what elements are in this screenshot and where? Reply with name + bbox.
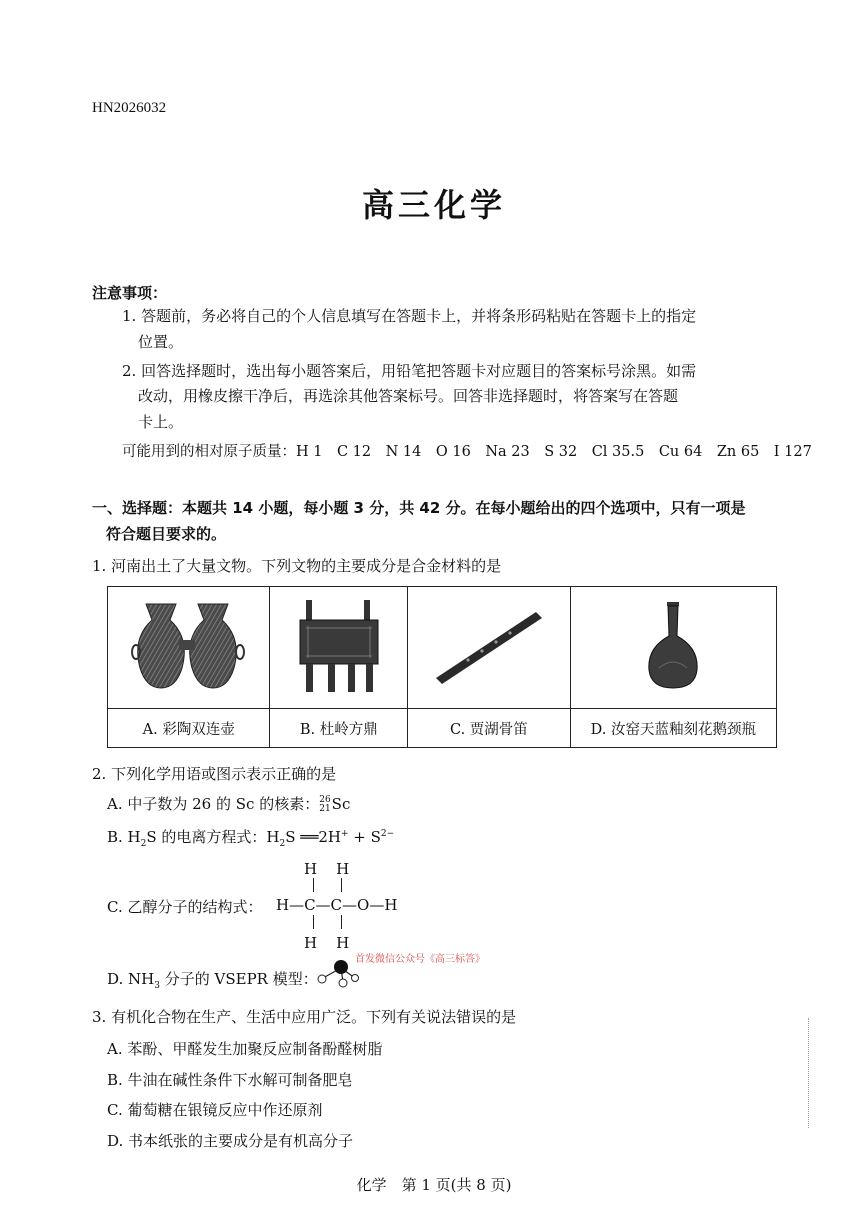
q3-option-b: B. 牛油在碱性条件下水解可制备肥皂 (107, 1071, 353, 1089)
q1-image-a (108, 587, 270, 709)
note-item-2-line-2: 改动，用橡皮擦干净后，再选涂其他答案标号。回答非选择题时，将答案写在答题 (138, 387, 679, 405)
q2-option-b-text-3: S ══2H (285, 828, 341, 846)
q2-option-a-symbol: Sc (331, 795, 351, 813)
bond-line (341, 878, 342, 892)
bone-flute-icon (424, 596, 554, 696)
q1-artifact-table (107, 586, 777, 748)
section-heading-line-1: 一、选择题：本题共 14 小题，每小题 3 分，共 42 分。在每小题给出的四个选项中，只有一项是 (92, 499, 746, 517)
q1-stem: 1. 河南出土了大量文物。下列文物的主要成分是合金材料的是 (92, 557, 502, 575)
q3-option-c: C. 葡萄糖在银镜反应中作还原剂 (107, 1101, 323, 1119)
bond-line (313, 878, 314, 892)
ethanol-top-h: H H (304, 860, 352, 878)
q1-option-b: B. 杜岭方鼎 (270, 709, 408, 748)
q1-image-d (570, 587, 776, 709)
q2-option-a-mass-number: 26 (319, 795, 331, 805)
q2-option-b-sub-1: 2 (140, 839, 147, 849)
q1-option-d: D. 汝窑天蓝釉刻花鹅颈瓶 (570, 709, 776, 748)
page-title: 高三化学 (361, 186, 506, 224)
q3-stem: 3. 有机化合物在生产、生活中应用广泛。下列有关说法错误的是 (92, 1008, 517, 1026)
note-item-2-line-1: 2. 回答选择题时，选出每小题答案后，用铅笔把答题卡对应题目的答案标号涂黑。如需 (122, 362, 697, 380)
q1-option-a: A. 彩陶双连壶 (108, 709, 270, 748)
ethanol-bottom-h: H H (304, 934, 352, 952)
vase-icon (633, 596, 713, 696)
bronze-ding-icon (284, 596, 394, 696)
q3-option-d: D. 书本纸张的主要成分是有机高分子 (107, 1132, 354, 1150)
q2-option-b-sub-2: 2 (279, 839, 286, 849)
q2-option-d (107, 968, 318, 991)
q2-option-d-text: D. NH (107, 970, 155, 988)
watermark: 首发微信公众号《高三标答》 (355, 954, 485, 965)
q2-option-b (107, 826, 394, 849)
q2-stem: 2. 下列化学用语或图示表示正确的是 (92, 765, 337, 783)
q2-option-b-text-4: + S (348, 828, 381, 846)
note-item-1-line-2: 位置。 (138, 333, 184, 351)
q1-image-c (408, 587, 570, 709)
q2-option-a-text: A. 中子数为 26 的 Sc 的核素： (107, 795, 320, 813)
q2-option-d-text-2: 分子的 VSEPR 模型： (159, 970, 318, 988)
q2-option-a-nuclide-numbers (319, 796, 330, 814)
note-item-2-line-3: 卡上。 (138, 413, 184, 431)
section-heading-line-2: 符合题目要求的。 (106, 525, 227, 543)
exam-code: HN2026032 (92, 100, 167, 116)
q2-option-d-sub: 3 (154, 981, 160, 991)
note-item-1-line-1: 1. 答题前，务必将自己的个人信息填写在答题卡上，并将条形码粘贴在答题卡上的指定 (122, 307, 697, 325)
ethanol-main-chain: H—C—C—O—H (276, 896, 398, 914)
q3-option-a: A. 苯酚、甲醛发生加聚反应制备酚醛树脂 (107, 1040, 383, 1058)
bond-line (313, 915, 314, 929)
q2-option-b-sup-2: 2− (380, 829, 395, 839)
scan-edge-marks (808, 1018, 813, 1128)
double-pot-icon (124, 596, 254, 696)
q2-option-c-text: C. 乙醇分子的结构式： (107, 898, 263, 916)
bond-line (341, 915, 342, 929)
atomic-masses: 可能用到的相对原子质量：H 1 C 12 N 14 O 16 Na 23 S 32 Cl 35.5 Cu 64 Zn 65 I 127 (122, 444, 812, 460)
notes-heading: 注意事项： (92, 284, 168, 302)
q2-option-b-sup-1: + (340, 829, 349, 839)
q2-option-b-text: B. H (107, 828, 141, 846)
q1-option-c: C. 贾湖骨笛 (408, 709, 570, 748)
q2-option-b-text-2: S 的电离方程式：H (146, 828, 280, 846)
page-footer: 化学 第 1 页(共 8 页) (356, 1176, 512, 1194)
q2-option-a-atomic-number: 21 (319, 804, 331, 814)
q2-option-a (107, 793, 350, 814)
vsepr-model-icon (313, 958, 359, 988)
q1-image-b (270, 587, 408, 709)
section-heading (92, 495, 782, 547)
